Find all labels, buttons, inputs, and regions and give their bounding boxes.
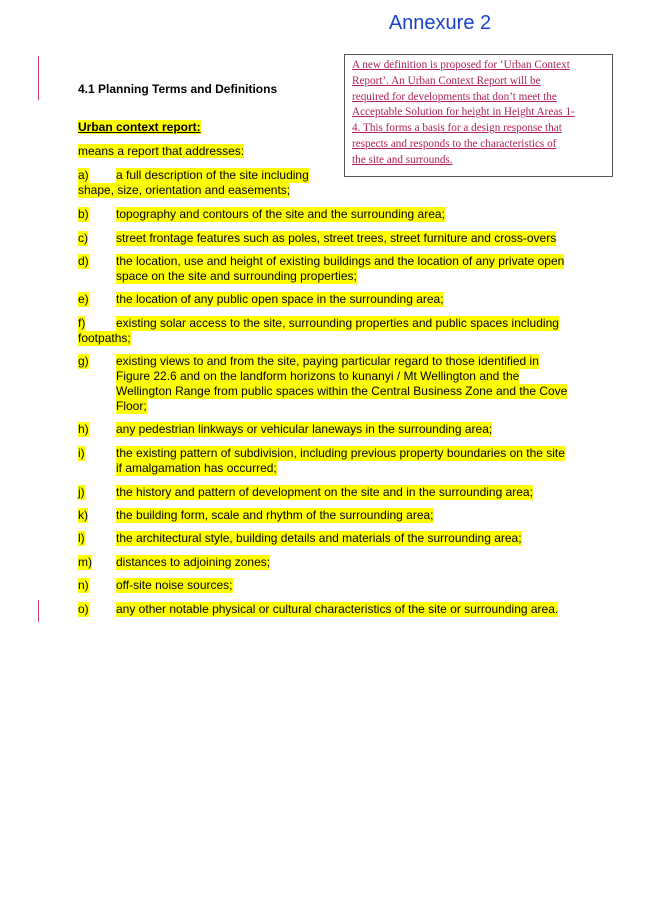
list-item-text: the history and pattern of development on the site and in the surrounding area; xyxy=(116,485,533,499)
page-header-annexure: Annexure 2 xyxy=(388,12,492,34)
list-item-text: topography and contours of the site and the surrounding area; xyxy=(116,207,445,221)
list-item-label: j) xyxy=(78,485,85,499)
list-item-label: n) xyxy=(78,578,89,592)
list-item-label: o) xyxy=(78,602,89,616)
section-heading: 4.1 Planning Terms and Definitions xyxy=(78,82,278,96)
change-bar-top xyxy=(38,56,39,100)
list-item-text: the location of any public open space in the surrounding area; xyxy=(116,292,444,306)
list-item-text: Floor; xyxy=(116,399,147,413)
list-item-label: h) xyxy=(78,422,89,436)
list-item-text: Wellington Range from public spaces within the Central Business Zone and the Cove xyxy=(116,384,568,398)
definition-term xyxy=(78,120,201,134)
list-item-text: off-site noise sources; xyxy=(116,578,233,592)
list-item-text: the architectural style, building details and materials of the surrounding area; xyxy=(116,531,522,545)
list-item-text: if amalgamation has occurred; xyxy=(116,461,277,475)
list-item-text: shape, size, orientation and easements; xyxy=(78,183,291,197)
list-item-text: the location, use and height of existing buildings and the location of any private open xyxy=(116,254,565,268)
list-item-text: any pedestrian linkways or vehicular laneways in the surrounding area; xyxy=(116,422,493,436)
comment-line: the site and surrounds. xyxy=(352,153,453,166)
change-bar-bottom xyxy=(38,600,39,622)
list-item-label: g) xyxy=(78,354,89,368)
list-item-label: b) xyxy=(78,207,89,221)
list-item-text: distances to adjoining zones; xyxy=(116,555,271,569)
list-item-label: k) xyxy=(78,508,88,522)
list-item-label: c) xyxy=(78,231,88,245)
definition-intro-text: means a report that addresses: xyxy=(78,144,245,158)
list-item-text: the existing pattern of subdivision, including previous property boundaries on the site xyxy=(116,446,565,460)
definition-intro xyxy=(78,144,244,158)
list-item-label: d) xyxy=(78,254,89,268)
definition-term-text: Urban context report: xyxy=(78,120,201,134)
list-item-label: f) xyxy=(78,316,86,330)
comment-line: respects and responds to the characteristics of xyxy=(352,137,557,150)
comment-line: Report’. An Urban Context Report will be xyxy=(352,74,541,87)
comment-line: A new definition is proposed for ‘Urban Context xyxy=(352,59,570,71)
list-item-label: l) xyxy=(78,531,85,545)
list-item-text: the building form, scale and rhythm of the surrounding area; xyxy=(116,508,434,522)
list-item-text: footpaths; xyxy=(78,331,131,345)
list-item-label: a) xyxy=(78,168,89,182)
comment-line: Acceptable Solution for height in Height Areas 1- xyxy=(352,106,575,119)
list-item-label: i) xyxy=(78,446,85,460)
list-item-text: street frontage features such as poles, street trees, street furniture and cross-overs xyxy=(116,231,557,245)
list-item-text: a full description of the site including xyxy=(116,168,309,182)
comment-line: required for developments that don’t meet the xyxy=(352,90,557,103)
list-item-label: e) xyxy=(78,292,89,306)
comment-box xyxy=(344,54,613,177)
list-item-text: space on the site and surrounding properties; xyxy=(116,269,357,283)
list-item-text: Figure 22.6 and on the landform horizons to kunanyi / Mt Wellington and the xyxy=(116,369,520,383)
list-item-text: any other notable physical or cultural characteristics of the site or surrounding area. xyxy=(116,602,559,616)
list-item-text: existing views to and from the site, paying particular regard to those identified in xyxy=(116,354,539,368)
comment-line: 4. This forms a basis for a design response that xyxy=(352,122,562,135)
list-item-label: m) xyxy=(78,555,92,569)
list-item-text: existing solar access to the site, surrounding properties and public spaces including xyxy=(116,316,559,330)
